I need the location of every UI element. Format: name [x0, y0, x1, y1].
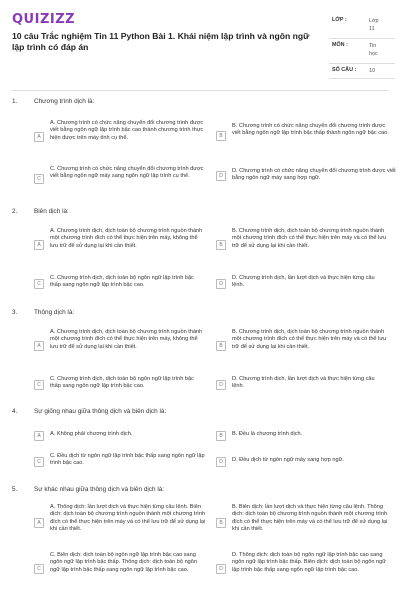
option-a[interactable] [34, 120, 209, 152]
option-letter: B [216, 341, 226, 351]
option-a[interactable] [34, 329, 209, 361]
question-text: Sự giống nhau giữa thông dịch và biên dịch là: [34, 408, 167, 415]
brand-logo: QUIZIZZ [12, 12, 76, 27]
option-text: D. Chương trình dịch, lần lượt dịch và thực hiện từng câu lệnh. [232, 376, 375, 390]
option-letter: B [216, 431, 226, 441]
option-text: C. Chương trình dịch, dịch toàn bộ ngôn ngữ lập trình bậc thấp sang ngôn ngữ lập trình bậc cao. [50, 376, 194, 390]
option-text: D. Chương trình dịch, lần lượt dịch và thực hiện từng câu lệnh. [232, 275, 375, 289]
header-divider [12, 90, 388, 91]
option-c[interactable] [34, 275, 209, 293]
option-letter: B [216, 131, 226, 141]
option-letter: A [34, 518, 44, 528]
option-b[interactable] [216, 329, 394, 361]
option-letter: A [34, 240, 44, 250]
option-letter: A [34, 341, 44, 351]
question-text: Thông dịch là: [34, 309, 75, 316]
option-c[interactable] [34, 166, 209, 192]
option-text: A. Chương trình dịch, dịch toàn bộ chương trình nguồn thành một chương trình đích có thể thực hiện trên máy, không thể lưu trữ để sử dụng lại khi cần thiết. [50, 228, 203, 249]
option-text: A. Thông dịch: lần lượt dịch và thực hiện từng câu lệnh. Biên dịch: dịch toàn bộ chương trình nguồn thành một chương trình đích có thể thực hiện trên máy và có thể lưu trữ để sử dụng lại khi cần thiết. [50, 504, 206, 533]
option-letter: B [216, 518, 226, 528]
worksheet-title: 10 câu Trắc nghiệm Tin 11 Python Bài 1. Khái niệm lập trình và ngôn ngữ lập trình có đáp án [12, 31, 310, 52]
option-c[interactable] [34, 376, 209, 394]
option-c[interactable] [34, 552, 209, 586]
question-text: Biên dịch là: [34, 208, 69, 215]
meta-box [329, 14, 395, 79]
option-letter: D [216, 564, 226, 574]
question-text: Sự khác nhau giữa thông dịch và biên dịch là: [34, 486, 165, 493]
question-number: 2. [12, 208, 18, 215]
meta-count-value: 10 [369, 68, 375, 74]
meta-subject-value: Tin học [369, 43, 378, 57]
option-d[interactable] [216, 552, 394, 586]
option-text: D. Đều dịch từ ngôn ngữ máy sang hợp ngữ. [232, 457, 344, 463]
meta-class-label: LỚP : [332, 17, 347, 23]
option-letter: D [216, 457, 226, 467]
option-text: B. Chương trình dịch, dịch toàn bộ chương trình nguồn thành một chương trình đích có thể thực hiện trên máy và có thể lưu trữ để sử dụng lại khi cần thiết. [232, 228, 387, 249]
meta-subject-row [329, 39, 395, 64]
option-d[interactable] [216, 376, 394, 394]
option-b[interactable] [216, 123, 394, 151]
option-text: B. Biên dịch: lần lượt dịch và thực hiện từng câu lệnh. Thông dịch: dịch toàn bộ chương trình nguồn thành một chương trình đích có thể thực hiện trên máy và có thể lưu trữ để sử dụng lại khi cần thiết. [232, 504, 388, 533]
option-letter: C [34, 457, 44, 467]
option-letter: B [216, 240, 226, 250]
meta-count-row [329, 64, 395, 79]
meta-count-label: SỐ CÂU : [332, 67, 357, 73]
meta-class-value: Lớp 11 [369, 18, 379, 32]
option-a[interactable] [34, 228, 209, 260]
option-text: A. Chương trình dịch, dịch toàn bộ chương trình nguồn thành một chương trình đích có thể thực hiện trên máy, không thể lưu trữ để sử dụng lại khi cần thiết. [50, 329, 203, 350]
option-text: B. Chương trình dịch, dịch toàn bộ chương trình nguồn thành một chương trình đích có thể thực hiện trên máy và có thể lưu trữ để sử dụng lại khi cần thiết. [232, 329, 387, 350]
option-letter: C [34, 380, 44, 390]
option-letter: A [34, 132, 44, 142]
option-text: C. Đều dịch từ ngôn ngữ lập trình bậc thấp sang ngôn ngữ lập trình bậc cao. [50, 453, 205, 467]
option-letter: C [34, 279, 44, 289]
option-letter: D [216, 279, 226, 289]
meta-class-row [329, 14, 395, 39]
question-number: 1. [12, 98, 18, 105]
option-letter: A [34, 431, 44, 441]
option-b[interactable] [216, 228, 394, 260]
meta-subject-label: MÔN : [332, 42, 348, 48]
question-number: 3. [12, 309, 18, 316]
option-text: B. Đều là chương trình dịch. [232, 431, 303, 437]
option-letter: D [216, 380, 226, 390]
option-d[interactable] [216, 457, 394, 467]
option-c[interactable] [34, 453, 209, 471]
option-d[interactable] [216, 275, 394, 293]
question-number: 4. [12, 408, 18, 415]
page-header [0, 0, 400, 88]
question-number: 5. [12, 486, 18, 493]
option-letter: C [34, 564, 44, 574]
option-text: A. Không phải chương trình dịch. [50, 431, 133, 437]
option-text: C. Chương trình có chức năng chuyển đổi chương trình được viết bằng ngôn ngữ máy sang ngôn ngữ lập trình cụ thể. [50, 166, 204, 180]
option-a[interactable] [34, 504, 209, 544]
option-text: A. Chương trình có chức năng chuyển đổi chương trình được viết bằng ngôn ngữ lập trình bậc cao thành chương trình thực hiện được trên máy tính cụ thể. [50, 120, 204, 141]
option-d[interactable] [216, 168, 394, 190]
option-text: C. Chương trình dịch, dịch toàn bộ ngôn ngữ lập trình bậc thấp sang ngôn ngữ lập trình bậc cao. [50, 275, 194, 289]
option-letter: D [216, 171, 226, 181]
option-b[interactable] [216, 504, 394, 544]
option-letter: C [34, 174, 44, 184]
option-b[interactable] [216, 431, 394, 441]
option-text: D. Chương trình có chức năng chuyển đổi chương trình được viết bằng ngôn ngữ máy sang hợp ngữ. [232, 168, 396, 182]
question-text: Chương trình dịch là: [34, 98, 95, 105]
option-text: C. Biên dịch: dịch toàn bộ ngôn ngữ lập trình bậc cao sang ngôn ngữ lập trình bậc thấp. Thông dịch: dịch toàn bộ ngôn ngữ lập trình bậc thấp sang ngôn ngữ lập trình bậc cao. [50, 552, 198, 573]
option-text: D. Thông dịch: dịch toàn bộ ngôn ngữ lập trình bậc cao sang ngôn ngữ lập trình bậc thấp. Biên dịch: dịch toàn bộ ngôn ngữ lập trình bậc thấp sang ngôn ngữ lập trình bậc cao. [232, 552, 386, 573]
option-a[interactable] [34, 431, 209, 441]
option-text: B. Chương trình có chức năng chuyển đổi chương trình được viết bằng ngôn ngữ lập trình bậc thấp thành ngôn ngữ bậc cao. [232, 123, 389, 137]
